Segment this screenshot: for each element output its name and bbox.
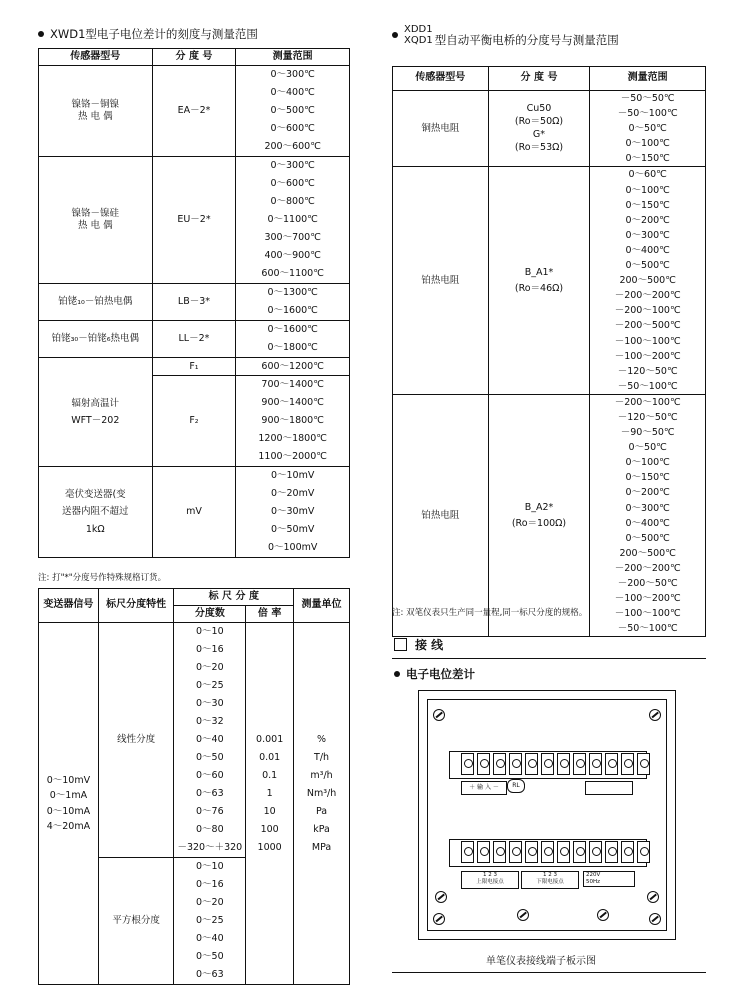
count-value: 0～40 bbox=[196, 933, 224, 944]
terminal bbox=[557, 841, 570, 863]
right-heading bbox=[392, 22, 619, 48]
screw-icon bbox=[435, 891, 447, 903]
terminal bbox=[589, 753, 602, 775]
screw-icon bbox=[647, 891, 659, 903]
table1-note: 注: 打"*"分度号作特殊规格订货。 bbox=[38, 573, 167, 583]
range-cell bbox=[236, 376, 350, 467]
unit-value: % bbox=[317, 733, 327, 745]
terminal bbox=[589, 841, 602, 863]
range-value: 0～150℃ bbox=[625, 199, 670, 211]
ratio-value: 10 bbox=[263, 805, 276, 817]
ratio-value: 0.1 bbox=[262, 769, 278, 781]
terminal bbox=[541, 841, 554, 863]
section-wiring bbox=[394, 636, 443, 653]
col-signal: 变送器信号 bbox=[39, 589, 99, 623]
count-value: 0～50 bbox=[196, 752, 224, 763]
range-value: －200～500℃ bbox=[614, 320, 681, 332]
terminal bbox=[605, 841, 618, 863]
count-value: 0～20 bbox=[196, 662, 224, 673]
terminal bbox=[573, 753, 586, 775]
col-unit: 测量单位 bbox=[294, 589, 350, 623]
terminal bbox=[509, 753, 522, 775]
range-cell bbox=[236, 157, 350, 284]
range-cell bbox=[590, 167, 706, 394]
terminal bbox=[477, 841, 490, 863]
right-heading-text: 型自动平衡电桥的分度号与测量范围 bbox=[434, 33, 619, 47]
range-value: 600～1200℃ bbox=[236, 358, 350, 376]
range-value: 0～100℃ bbox=[625, 138, 670, 150]
terminal bbox=[637, 753, 650, 775]
range-value: 0～500℃ bbox=[270, 105, 315, 116]
range-value: 900～1800℃ bbox=[261, 415, 324, 426]
signal-cell: 0～10mV 0～1mA 0～10mA 4～20mA bbox=[39, 623, 99, 985]
range-value: 0～800℃ bbox=[270, 196, 315, 207]
division-cell: F₁ bbox=[152, 358, 236, 376]
range-value: －200～200℃ bbox=[614, 562, 681, 574]
range-value: 200～500℃ bbox=[619, 547, 676, 559]
model-xdd1: XDD1 bbox=[404, 24, 433, 35]
count-value: 0～20 bbox=[196, 897, 224, 908]
range-value: －50～100℃ bbox=[617, 108, 678, 120]
range-value: 0～1600℃ bbox=[267, 305, 318, 316]
col-range: 测量范围 bbox=[236, 49, 350, 66]
sensor-cell: 铂热电阻 bbox=[393, 394, 489, 637]
scribble-label bbox=[585, 781, 633, 795]
screw-icon bbox=[433, 913, 445, 925]
terminal bbox=[621, 753, 634, 775]
terminal bbox=[509, 841, 522, 863]
subsection-title: 电子电位差计 bbox=[406, 667, 475, 681]
terminal bbox=[573, 841, 586, 863]
bullet-icon bbox=[394, 671, 400, 677]
division-cell: EU－2* bbox=[152, 157, 236, 284]
range-value: －120～50℃ bbox=[617, 411, 678, 423]
count-value: 0～63 bbox=[196, 788, 224, 799]
range-value: 200～600℃ bbox=[264, 141, 321, 152]
terminal bbox=[461, 841, 474, 863]
range-value: 0～60℃ bbox=[628, 169, 667, 181]
division-cell: mV bbox=[152, 467, 236, 558]
col-range: 测量范围 bbox=[590, 67, 706, 91]
contact-numbers: 1 2 3 bbox=[543, 872, 557, 878]
range-value: －90～50℃ bbox=[620, 427, 675, 439]
ratio-cell bbox=[246, 623, 294, 985]
range-value: 0～300℃ bbox=[270, 69, 315, 80]
range-value: 1100～2000℃ bbox=[258, 451, 327, 462]
division-cell: B_A1* (Ro＝46Ω) bbox=[488, 167, 590, 394]
unit-cell bbox=[294, 623, 350, 985]
terminal bbox=[525, 841, 538, 863]
division-cell: F₂ bbox=[152, 376, 236, 467]
ratio-value: 100 bbox=[260, 823, 279, 835]
unit-value: Pa bbox=[315, 805, 328, 817]
col-count: 分度数 bbox=[174, 606, 246, 623]
ratio-value: 0.01 bbox=[259, 751, 281, 763]
terminal bbox=[621, 841, 634, 863]
unit-value: kPa bbox=[313, 823, 330, 835]
ratio-value: 1 bbox=[266, 787, 273, 799]
range-value: －100～100℃ bbox=[614, 335, 681, 347]
range-value: 0～10mV bbox=[270, 470, 315, 481]
screw-icon bbox=[649, 913, 661, 925]
model-xqd1: XQD1 bbox=[404, 35, 433, 46]
range-value: 0～100℃ bbox=[625, 457, 670, 469]
scale-division-table bbox=[38, 588, 350, 985]
range-cell bbox=[236, 321, 350, 358]
range-value: －120～50℃ bbox=[617, 365, 678, 377]
range-value: 0～50℃ bbox=[628, 442, 667, 454]
sqrt-label: 平方根分度 bbox=[98, 858, 174, 985]
range-value: 0～50mV bbox=[270, 524, 315, 535]
bullet-icon bbox=[392, 32, 398, 38]
section-title: 接 线 bbox=[415, 638, 444, 652]
terminal bbox=[493, 841, 506, 863]
range-cell bbox=[590, 394, 706, 637]
count-value: 0～40 bbox=[196, 734, 224, 745]
range-value: －200～100℃ bbox=[614, 396, 681, 408]
range-value: 0～1600℃ bbox=[267, 324, 318, 335]
range-value: 0～500℃ bbox=[625, 260, 670, 272]
range-value: 0～150℃ bbox=[625, 153, 670, 165]
screw-icon bbox=[433, 709, 445, 721]
screw-icon bbox=[649, 709, 661, 721]
unit-value: T/h bbox=[314, 751, 330, 763]
sensor-cell: 铂铑₁₀－铂热电偶 bbox=[39, 284, 153, 321]
count-cell bbox=[174, 623, 246, 858]
screw-icon bbox=[517, 909, 529, 921]
sensor-cell: 辐射高温计 WFT－202 bbox=[39, 358, 153, 467]
lower-contact-text: 下限电接点 bbox=[536, 879, 564, 885]
range-cell bbox=[236, 467, 350, 558]
ratio-value: 0.001 bbox=[256, 733, 284, 745]
terminal bbox=[557, 753, 570, 775]
range-value: 300～700℃ bbox=[264, 232, 321, 243]
upper-contact-label bbox=[461, 871, 519, 889]
range-value: －100～200℃ bbox=[614, 350, 681, 362]
range-value: －200～100℃ bbox=[614, 305, 681, 317]
range-value: －200～200℃ bbox=[614, 290, 681, 302]
range-value: －50～50℃ bbox=[620, 93, 675, 104]
unit-value: Nm³/h bbox=[306, 787, 337, 799]
count-value: 0～32 bbox=[196, 716, 224, 727]
sensor-cell: 镍铬－铜镍 热 电 偶 bbox=[39, 66, 153, 157]
left-heading-text: XWD1型电子电位差计的刻度与测量范围 bbox=[50, 27, 258, 41]
col-characteristic: 标尺分度特性 bbox=[98, 589, 174, 623]
terminal-board-diagram bbox=[418, 690, 676, 940]
count-value: －320～＋320 bbox=[177, 842, 243, 853]
divider bbox=[392, 658, 706, 659]
count-cell bbox=[174, 858, 246, 985]
count-value: 0～16 bbox=[196, 879, 224, 890]
count-value: 0～50 bbox=[196, 951, 224, 962]
col-sensor-type: 传感器型号 bbox=[39, 49, 153, 66]
terminal bbox=[637, 841, 650, 863]
sensor-cell: 铜热电阻 bbox=[393, 91, 489, 167]
range-value: －50～100℃ bbox=[617, 380, 678, 392]
contact-numbers: 1 2 3 bbox=[483, 872, 497, 878]
col-scale: 标 尺 分 度 bbox=[174, 589, 294, 606]
top-terminals bbox=[461, 753, 650, 775]
lower-contact-label bbox=[521, 871, 579, 889]
terminal bbox=[525, 753, 538, 775]
division-cell: Cu50 (Ro＝50Ω) G* (Ro＝53Ω) bbox=[488, 91, 590, 167]
linear-label: 线性分度 bbox=[98, 623, 174, 858]
count-value: 0～10 bbox=[196, 861, 224, 872]
count-value: 0～16 bbox=[196, 644, 224, 655]
count-value: 0～76 bbox=[196, 806, 224, 817]
count-value: 0～60 bbox=[196, 770, 224, 781]
range-value: 0～600℃ bbox=[270, 178, 315, 189]
terminal bbox=[605, 753, 618, 775]
range-value: 0～200℃ bbox=[625, 214, 670, 226]
count-value: 0～25 bbox=[196, 915, 224, 926]
unit-value: MPa bbox=[311, 841, 332, 853]
terminal bbox=[477, 753, 490, 775]
range-value: 900～1400℃ bbox=[261, 397, 324, 408]
range-value: 0～1800℃ bbox=[267, 342, 318, 353]
col-ratio: 倍 率 bbox=[246, 606, 294, 623]
rl-label: RL bbox=[507, 779, 525, 793]
range-value: 0～1100℃ bbox=[267, 214, 318, 225]
range-value: 0～500℃ bbox=[625, 532, 670, 544]
ratio-value: 1000 bbox=[257, 841, 282, 853]
range-value: 400～900℃ bbox=[264, 250, 321, 261]
unit-value: m³/h bbox=[310, 769, 333, 781]
square-icon bbox=[394, 638, 407, 651]
thermocouple-range-table bbox=[38, 48, 350, 558]
range-value: 0～30mV bbox=[270, 506, 315, 517]
inner-frame bbox=[427, 699, 667, 931]
range-value: 0～20mV bbox=[270, 488, 315, 499]
range-value: 0～400℃ bbox=[625, 244, 670, 256]
range-value: 0～1300℃ bbox=[267, 287, 318, 298]
sensor-cell: 铂热电阻 bbox=[393, 167, 489, 394]
range-cell bbox=[590, 91, 706, 167]
terminal bbox=[461, 753, 474, 775]
bottom-rule bbox=[392, 972, 706, 973]
range-value: 0～100mV bbox=[267, 542, 318, 553]
range-value: 200～500℃ bbox=[619, 275, 676, 287]
range-value: 600～1100℃ bbox=[261, 268, 324, 279]
range-value: 0～50℃ bbox=[628, 123, 667, 135]
range-value: 0～300℃ bbox=[625, 502, 670, 514]
resistance-range-table bbox=[392, 66, 706, 637]
col-sensor-type: 传感器型号 bbox=[393, 67, 489, 91]
range-value: 700～1400℃ bbox=[261, 379, 324, 390]
range-value: －100～100℃ bbox=[614, 608, 681, 620]
range-value: 0～100℃ bbox=[625, 184, 670, 196]
range-cell bbox=[236, 284, 350, 321]
range-value: 0～150℃ bbox=[625, 472, 670, 484]
range-value: －100～200℃ bbox=[614, 593, 681, 605]
subsection-heading bbox=[394, 666, 475, 682]
division-cell: LL－2* bbox=[152, 321, 236, 358]
count-value: 0～10 bbox=[196, 626, 224, 637]
count-value: 0～25 bbox=[196, 680, 224, 691]
division-cell: EA－2* bbox=[152, 66, 236, 157]
left-heading bbox=[38, 26, 258, 42]
sensor-cell: 镍铬－镍硅 热 电 偶 bbox=[39, 157, 153, 284]
diagram-caption: 单笔仪表接线端子板示图 bbox=[486, 956, 596, 967]
col-division: 分 度 号 bbox=[488, 67, 590, 91]
terminal bbox=[493, 753, 506, 775]
range-cell bbox=[236, 66, 350, 157]
range-value: 0～300℃ bbox=[625, 229, 670, 241]
bullet-icon bbox=[38, 31, 44, 37]
division-cell: B_A2* (Ro＝100Ω) bbox=[488, 394, 590, 637]
range-value: 1200～1800℃ bbox=[258, 433, 327, 444]
input-label: ＋ 输 入 － bbox=[461, 781, 507, 795]
range-value: 0～400℃ bbox=[270, 87, 315, 98]
division-cell: LB－3* bbox=[152, 284, 236, 321]
range-value: 0～300℃ bbox=[270, 160, 315, 171]
sensor-cell: 铂铑₃₀－铂铑₆热电偶 bbox=[39, 321, 153, 358]
count-value: 0～63 bbox=[196, 969, 224, 980]
table3-note: 注: 双笔仪表只生产同一量程,同一标尺分度的规格。 bbox=[392, 608, 588, 618]
range-value: 0～400℃ bbox=[625, 517, 670, 529]
range-value: 0～200℃ bbox=[625, 487, 670, 499]
sensor-cell: 毫伏变送器(变 送器内阻不超过 1kΩ bbox=[39, 467, 153, 558]
range-value: －50～100℃ bbox=[617, 623, 678, 635]
power-label: 220V 50Hz bbox=[583, 871, 635, 887]
count-value: 0～80 bbox=[196, 824, 224, 835]
terminal bbox=[541, 753, 554, 775]
col-division: 分 度 号 bbox=[152, 49, 236, 66]
screw-icon bbox=[597, 909, 609, 921]
bottom-terminals bbox=[461, 841, 650, 863]
range-value: 0～600℃ bbox=[270, 123, 315, 134]
count-value: 0～30 bbox=[196, 698, 224, 709]
range-value: －200～50℃ bbox=[617, 578, 678, 589]
upper-contact-text: 上限电接点 bbox=[476, 879, 504, 885]
